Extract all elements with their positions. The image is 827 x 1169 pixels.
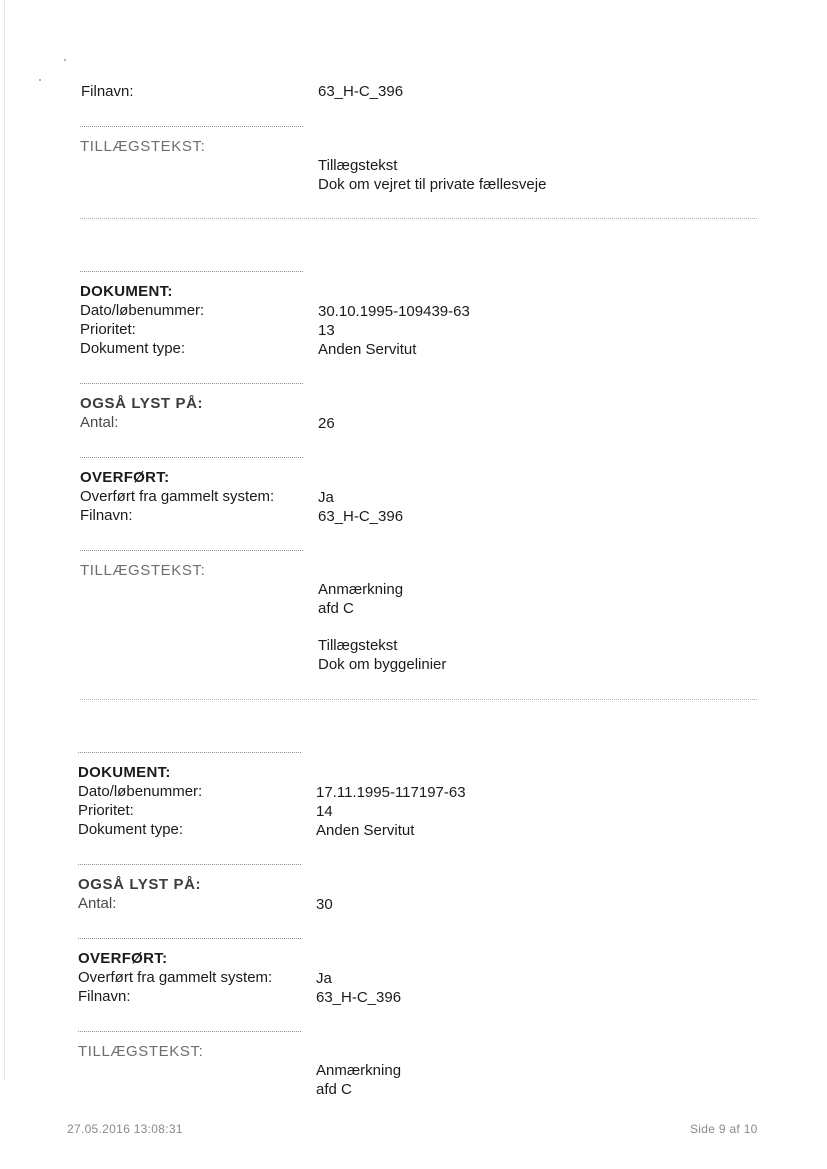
overfoert-label: Overført fra gammelt system: xyxy=(80,488,275,505)
filnavn-value: 63_H-C_396 xyxy=(318,83,404,100)
section-divider xyxy=(78,864,301,865)
tillaegstekst-heading: TILLÆGSTEKST: xyxy=(80,138,206,155)
footer-page-number: Side 9 af 10 xyxy=(690,1122,758,1136)
overfoert-value: Ja xyxy=(316,970,332,987)
scan-speck xyxy=(39,79,41,81)
tillaegstekst-heading: TILLÆGSTEKST: xyxy=(80,562,206,579)
anmaerkning-text: afd C xyxy=(318,600,354,617)
overfoert-label: Overført fra gammelt system: xyxy=(78,969,273,986)
filnavn-value: 63_H-C_396 xyxy=(316,989,402,1006)
prioritet-value: 14 xyxy=(316,803,333,820)
prioritet-label: Prioritet: xyxy=(78,802,134,819)
antal-value: 26 xyxy=(318,415,335,432)
dokument-heading: DOKUMENT: xyxy=(80,283,173,300)
anmaerkning-text: afd C xyxy=(316,1081,352,1098)
tillaegstekst-heading: TILLÆGSTEKST: xyxy=(78,1043,204,1060)
dato-value: 30.10.1995-109439-63 xyxy=(318,303,470,320)
scan-edge xyxy=(4,0,5,1080)
ogsaa-lyst-heading: OGSÅ LYST PÅ: xyxy=(80,395,204,412)
tillaegstekst-text: Dok om byggelinier xyxy=(318,656,447,673)
section-divider xyxy=(80,550,303,551)
tillaegstekst-text: Dok om vejret til private fællesveje xyxy=(318,176,547,193)
anmaerkning-title: Anmærkning xyxy=(318,581,404,598)
section-divider xyxy=(78,752,301,753)
tillaegstekst-title: Tillægstekst xyxy=(318,637,398,654)
section-divider xyxy=(80,383,303,384)
dokument-type-value: Anden Servitut xyxy=(318,341,417,358)
dokument-type-label: Dokument type: xyxy=(78,821,184,838)
antal-label: Antal: xyxy=(80,414,119,431)
tillaegstekst-title: Tillægstekst xyxy=(318,157,398,174)
filnavn-label: Filnavn: xyxy=(80,507,133,524)
section-divider xyxy=(80,126,303,127)
dokument-heading: DOKUMENT: xyxy=(78,764,171,781)
document-separator xyxy=(80,218,757,219)
dokument-type-label: Dokument type: xyxy=(80,340,186,357)
section-divider xyxy=(80,457,303,458)
ogsaa-lyst-heading: OGSÅ LYST PÅ: xyxy=(78,876,202,893)
overfoert-value: Ja xyxy=(318,489,334,506)
filnavn-label: Filnavn: xyxy=(78,988,131,1005)
overfoert-heading: OVERFØRT: xyxy=(80,469,170,486)
prioritet-label: Prioritet: xyxy=(80,321,136,338)
section-divider xyxy=(80,271,303,272)
dato-value: 17.11.1995-117197-63 xyxy=(316,784,466,801)
dato-label: Dato/løbenummer: xyxy=(80,302,205,319)
document-separator xyxy=(80,699,757,700)
filnavn-value: 63_H-C_396 xyxy=(318,508,404,525)
anmaerkning-title: Anmærkning xyxy=(316,1062,402,1079)
antal-value: 30 xyxy=(316,896,333,913)
overfoert-heading: OVERFØRT: xyxy=(78,950,168,967)
section-divider xyxy=(78,938,301,939)
dato-label: Dato/løbenummer: xyxy=(78,783,203,800)
scan-speck xyxy=(64,59,66,61)
filnavn-label: Filnavn: xyxy=(81,83,134,100)
antal-label: Antal: xyxy=(78,895,117,912)
footer-timestamp: 27.05.2016 13:08:31 xyxy=(67,1122,183,1136)
dokument-type-value: Anden Servitut xyxy=(316,822,415,839)
section-divider xyxy=(78,1031,301,1032)
prioritet-value: 13 xyxy=(318,322,335,339)
